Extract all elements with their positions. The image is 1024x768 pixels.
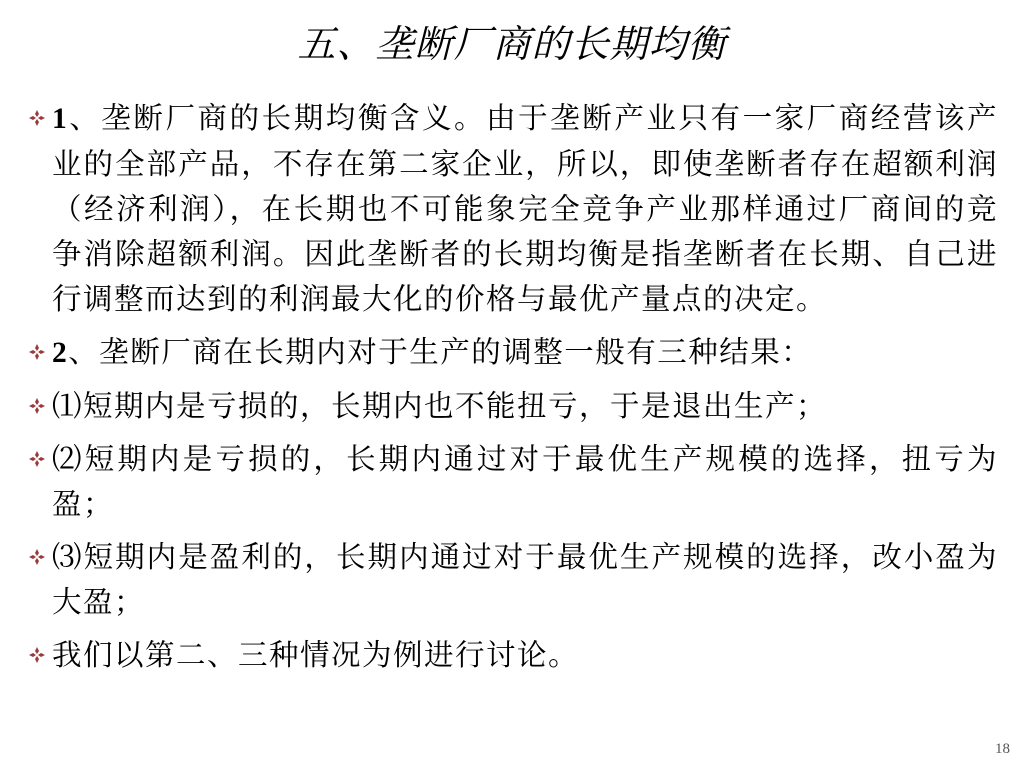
- bullet-item-3: [28, 384, 998, 429]
- bullet-text: 、垄断厂商的长期均衡含义。由于垄断产业只有一家厂商经营该产业的全部产品，不存在第二家企业，所以，即使垄断者存在超额利润（经济利润），在长期也不可能象完全竞争产业那样通过厂商间的竞争消除超额利润。因此垄断者的长期均衡是指垄断者在长期、自己进行调整而达到的利润最大化的价格与最优产量点的决定。: [52, 101, 998, 316]
- slide-content: [28, 96, 998, 686]
- bullet-text: 短期内是盈利的，长期内通过对于最优生产规模的选择，改小盈为大盈；: [52, 540, 998, 619]
- bullet-number: ⑴: [52, 389, 84, 423]
- bullet-number: ⑵: [52, 442, 85, 476]
- bullet-number: 2: [52, 337, 69, 369]
- diamond-bullet-icon: [28, 548, 46, 566]
- bullet-text: 、垄断厂商在长期内对于生产的调整一般有三种结果：: [68, 335, 813, 369]
- page-number: 18: [995, 741, 1010, 757]
- diamond-bullet-icon: [28, 397, 46, 415]
- bullet-number: 1: [52, 103, 69, 135]
- bullet-item-1: [28, 96, 998, 322]
- bullet-item-6: [28, 633, 998, 678]
- bullet-item-2: [28, 330, 998, 376]
- bullet-text: 短期内是亏损的，长期内通过对于最优生产规模的选择，扭亏为盈；: [52, 442, 998, 521]
- diamond-bullet-icon: [28, 109, 46, 127]
- slide-title: 五、垄断厂商的长期均衡: [297, 22, 727, 66]
- diamond-bullet-icon: [28, 343, 46, 361]
- diamond-bullet-icon: [28, 646, 46, 664]
- bullet-item-4: [28, 437, 998, 527]
- diamond-bullet-icon: [28, 450, 46, 468]
- bullet-item-5: [28, 535, 998, 625]
- bullet-text: 我们以第二、三种情况为例进行讨论。: [52, 638, 580, 672]
- bullet-number: ⑶: [52, 540, 84, 574]
- bullet-text: 短期内是亏损的，长期内也不能扭亏，于是退出生产；: [83, 389, 828, 423]
